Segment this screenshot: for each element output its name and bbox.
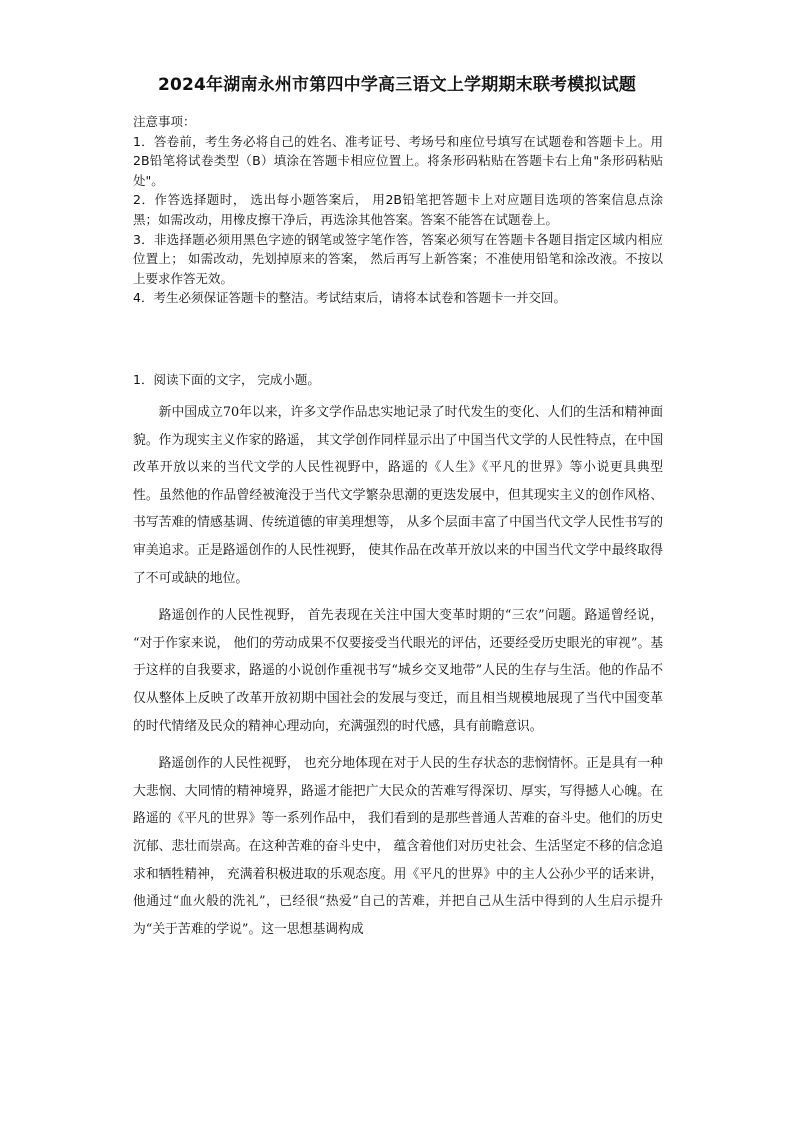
instruction-item: 4．考生必须保证答题卡的整洁。考试结束后，请将本试卷和答题卡一并交回。 [133,290,566,306]
passage-paragraph: 新中国成立70年以来，许多文学作品忠实地记录了时代发生的变化、人们的生活和精神面貌。作为现实主义作家的路遥， 其文学创作同样显示出了中国当代文学的人民性特点，在中国改革开放以来的当代文学的人民性视野中，路遥的《人生》《平凡的世界》等小说更具典型性。虽然他的作品曾经被淹没于当代文学繁杂思潮的更迭发展中，但其现实主义的创作风格、书写苦难的情感基调、传统道德的审美理想等， 从多个层面丰富了中国当代文学人民性书写的审美追求。正是路遥创作的人民性视野， 使其作品在改革开放以来的中国当代文学中最终取得了不可或缺的地位。 [133,405,663,586]
reading-passage [133,399,663,953]
instructions-section [133,112,663,308]
question-prompt: 1．阅读下面的文字， 完成小题。 [133,372,320,387]
instruction-item: 3．非选择题必须用黑色字迹的钢笔或签字笔作答，答案必须写在答题卡各题目指定区域内相应位置上； 如需改动，先划掉原来的答案， 然后再写上新答案；不准使用铅笔和涂改液。不按以上要求作答无效。 [133,231,663,286]
instruction-item: 1．答卷前，考生务必将自己的姓名、准考证号、考场号和座位号填写在试题卷和答题卡上。用2B铅笔将试卷类型（B）填涂在答题卡相应位置上。将条形码粘贴在答题卡右上角"条形码粘贴处"。 [133,133,663,188]
passage-paragraph: 路遥创作的人民性视野， 也充分地体现在对于人民的生存状态的悲悯情怀。正是具有一种大悲悯、大同情的精神境界，路遥才能把广大民众的苦难写得深切、厚实，写得撼人心魄。在路遥的《平凡的世界》等一系列作品中， 我们看到的是那些普通人苦难的奋斗史。他们的历史沉郁、悲壮而崇高。在这种苦难的奋斗史中， 蕴含着他们对历史社会、生活坚定不移的信念追求和牺牲精神， 充满着积极进取的乐观态度。用《平凡的世界》中的主人公孙少平的话来讲，他通过“血火般的洗礼”，已经很“热爱”自己的苦难，并把自己从生活中得到的人生启示提升为“关于苦难的学说”。这一思想基调构成 [133,756,663,937]
instructions-heading: 注意事项： [133,114,196,129]
page-title: 2024年湖南永州市第四中学高三语文上学期期末联考模拟试题 [157,75,637,95]
instruction-item: 2．作答选择题时， 选出每小题答案后， 用2B铅笔把答题卡上对应题目选项的答案信息点涂黑；如需改动，用橡皮擦干净后，再选涂其他答案。答案不能答在试题卷上。 [133,192,663,227]
passage-paragraph: 路遥创作的人民性视野， 首先表现在关注中国大变革时期的“三农”问题。路遥曾经说， “对于作家来说， 他们的劳动成果不仅要接受当代眼光的评估，还要经受历史眼光的审视”。基于这样的自我要求，路遥的小说创作重视书写“城乡交叉地带”人民的生存与生活。他的作品不仅从整体上反映了改革开放初期中国社会的发展与变迁，而且相当规模地展现了当代中国变革的时代情绪及民众的精神心理动向，充满强烈的时代感，具有前瞻意识。 [133,608,663,734]
